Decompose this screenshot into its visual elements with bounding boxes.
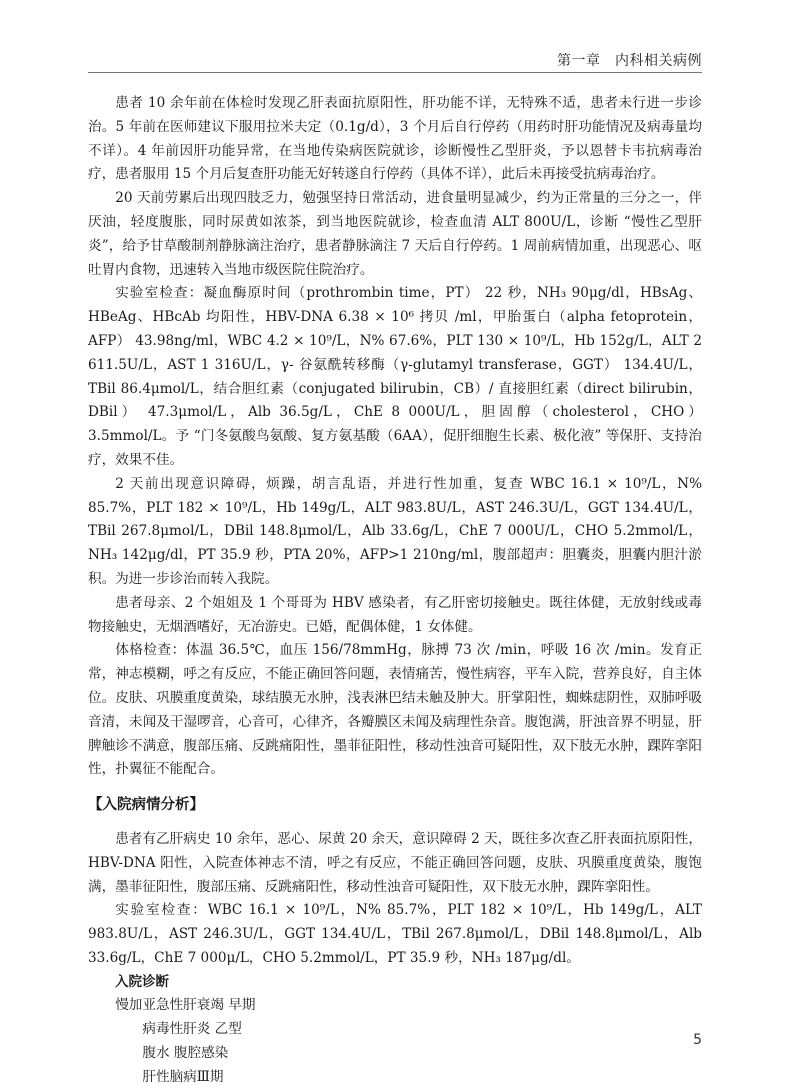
header-rule xyxy=(88,72,702,73)
paragraph-history: 患者 10 余年前在体检时发现乙肝表面抗原阳性，肝功能不详，无特殊不适，患者未行进一步诊治。5 年前在医师建议下服用拉米夫定（0.1g/d），3 个月后自行停药（用药时肝功能情况及病毒量均不详）。4 年前因肝功能异常，在当地传染病医院就诊，诊断慢性乙型肝炎，予以恩替卡韦抗病毒治疗，患者服用 15 个月后复查肝功能无好转遂自行停药（具体不详），此后未再接受抗病毒治疗。 xyxy=(88,95,702,183)
running-header xyxy=(0,50,790,74)
paragraph-analysis: 患者有乙肝病史 10 余年，恶心、尿黄 20 余天，意识障碍 2 天，既往多次查乙肝表面抗原阳性，HBV-DNA 阳性，入院查体神志不清，呼之有反应，不能正确回答问题，皮肤、巩膜重度黄染，腹饱满，墨菲征阳性，腹部压痛、反跳痛阳性，移动性浊音可疑阳性，双下肢无水肿，踝阵挛阳性。 xyxy=(88,830,702,895)
diagnosis-main: 慢加亚急性肝衰竭 早期 xyxy=(115,997,256,1014)
diagnosis-title: 入院诊断 xyxy=(115,973,169,990)
page-body xyxy=(88,92,702,1090)
section-title: 【入院病情分析】 xyxy=(88,797,204,814)
paragraph-lab-first: 实验室检查：凝血酶原时间（prothrombin time，PT） 22 秒，NH₃ 90μg/dl，HBsAg、HBeAg、HBcAb 均阳性，HBV-DNA 6.38 × 10⁶ 拷贝 /ml，甲胎蛋白（alpha fetoprotein，AFP） 43.98ng/ml，WBC 4.2 × 10⁹/L，N% 67.6%，PLT 130 × 10⁹/L，Hb 152g/L，ALT 2 611.5U/L，AST 1 316U/L，γ- 谷氨酰转移酶（γ-glutamyl transferase，GGT） 134.4U/L，TBil 86.4μmol/L，结合胆红素（conjugated bilirubin，CB）/ 直接胆红素（direct bilirubin，DBil） 47.3μmol/L，Alb 36.5g/L，ChE 8 000U/L，胆固醇（cholesterol，CHO） 3.5mmol/L。予 “门冬氨酸鸟氨酸、复方氨基酸（6AA），促肝细胞生长素、极化液” 等保肝、支持治疗，效果不佳。 xyxy=(88,285,702,468)
chapter-title: 第一章 内科相关病例 xyxy=(557,53,702,69)
paragraph-analysis-lab: 实验室检查：WBC 16.1 × 10⁹/L，N% 85.7%，PLT 182 × 10⁹/L，Hb 149g/L，ALT 983.8U/L，AST 246.3U/L，GGT 134.4U/L，TBil 267.8μmol/L，DBil 148.8μmol/L，Alb 33.6g/L，ChE 7 000μ/L，CHO 5.2mmol/L，PT 35.9 秒，NH₃ 187μg/dl。 xyxy=(88,902,702,966)
diagnosis-item: 病毒性肝炎 乙型 xyxy=(142,1021,242,1038)
page-number: 5 xyxy=(693,1032,702,1048)
paragraph-present-illness: 20 天前劳累后出现四肢乏力，勉强坚持日常活动，进食量明显减少，约为正常量的三分之一，伴厌油，轻度腹胀，同时尿黄如浓茶，到当地医院就诊，检查血清 ALT 800U/L，诊断 “慢性乙型肝炎”，给予甘草酸制剂静脉滴注治疗，患者静脉滴注 7 天后自行停药。1 周前病情加重，出现恶心、呕吐胃内食物，迅速转入当地市级医院住院治疗。 xyxy=(88,190,702,278)
paragraph-family-history: 患者母亲、2 个姐姐及 1 个哥哥为 HBV 感染者，有乙肝密切接触史。既往体健，无放射线或毒物接触史，无烟酒嗜好，无冶游史。已婚，配偶体健，1 女体健。 xyxy=(88,594,702,635)
diagnosis-item: 肝性脑病Ⅲ期 xyxy=(142,1068,224,1085)
diagnosis-item: 腹水 腹腔感染 xyxy=(142,1045,229,1062)
paragraph-lab-second: 2 天前出现意识障碍，烦躁，胡言乱语，并进行性加重，复查 WBC 16.1 × 10⁹/L，N% 85.7%，PLT 182 × 10⁹/L，Hb 149g/L，ALT 983.8U/L，AST 246.3U/L，GGT 134.4U/L，TBil 267.8μmol/L，DBil 148.8μmol/L，Alb 33.6g/L，ChE 7 000U/L，CHO 5.2mmol/L，NH₃ 142μg/dl，PT 35.9 秒，PTA 20%，AFP>1 210ng/ml，腹部超声：胆囊炎，胆囊内胆汁淤积。为进一步诊治而转入我院。 xyxy=(88,475,702,587)
paragraph-physical-exam: 体格检查：体温 36.5℃，血压 156/78mmHg，脉搏 73 次 /min，呼吸 16 次 /min。发育正常，神志模糊，呼之有反应，不能正确回答问题，表情痛苦，慢性病容，平车入院，营养良好，自主体位。皮肤、巩膜重度黄染，球结膜无水肿，浅表淋巴结未触及肿大。肝掌阳性，蜘蛛痣阴性，双肺呼吸音清，未闻及干湿啰音，心音可，心律齐，各瓣膜区未闻及病理性杂音。腹饱满，肝浊音界不明显，肝脾触诊不满意，腹部压痛、反跳痛阳性，墨菲征阳性，移动性浊音可疑阳性，双下肢无水肿，踝阵挛阳性，扑翼征不能配合。 xyxy=(88,642,702,778)
